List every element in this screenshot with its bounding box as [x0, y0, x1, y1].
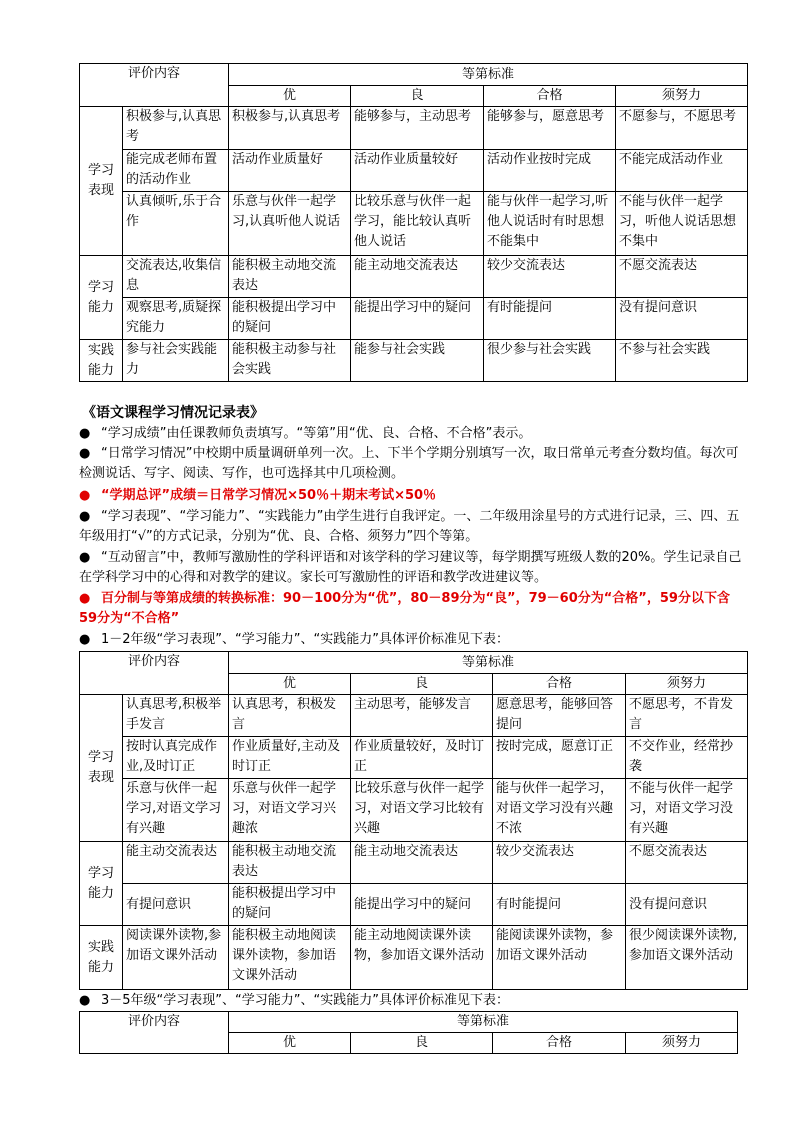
eval-item: 乐意与伙伴一起学习,对语文学习有兴趣 [123, 779, 229, 842]
eval-item: 观察思考,质疑探究能力 [123, 298, 229, 340]
bullet-dot: ● [79, 488, 91, 503]
group-learning-performance [80, 107, 123, 256]
group-practice-ability [80, 340, 123, 382]
eval-item: 交流表达,收集信息 [123, 256, 229, 298]
cell-pass: 较少交流表达 [484, 256, 616, 298]
bullet-text: “互动留言”中，教师写激励性的学科评语和对该学科的学习建议等，每学期撰写班级人数的20%。学生记录自己在学科学习中的心得和对教学的建议。家长可写激励性的评语和教学改进建议等。 [79, 550, 742, 585]
cell-excellent: 能积极主动地交流表达 [229, 842, 351, 884]
eval-item: 按时认真完成作业,及时订正 [123, 737, 229, 779]
header-level-standard: 等第标准 [229, 64, 748, 86]
bullet-dot: ● [79, 426, 91, 441]
group-label: 学习 表现 [87, 163, 114, 198]
cell-good: 比较乐意与伙伴一起学习，对语文学习比较有兴趣 [351, 779, 493, 842]
bullet-item [79, 991, 744, 1011]
cell-needs-effort: 不愿参与，不愿思考 [616, 107, 748, 150]
grade-pass: 合格 [484, 86, 616, 107]
cell-needs-effort: 不能完成活动作业 [616, 150, 748, 192]
cell-pass: 很少参与社会实践 [484, 340, 616, 382]
cell-excellent: 能积极提出学习中的疑问 [229, 884, 351, 926]
eval-item: 认真思考,积极举手发言 [123, 695, 229, 737]
group-label: 实践 能力 [87, 939, 114, 975]
cell-good: 主动思考，能够发言 [351, 695, 493, 737]
group-learning-ability [80, 256, 123, 340]
cell-pass: 能与伙伴一起学习,听他人说话时有时思想不能集中 [484, 192, 616, 256]
cell-needs-effort: 不愿交流表达 [626, 842, 748, 884]
cell-excellent: 能积极主动参与社会实践 [229, 340, 351, 382]
header-eval-content: 评价内容 [80, 1012, 229, 1054]
header-eval-content: 评价内容 [80, 652, 229, 695]
cell-pass: 能阅读课外读物，参加语文课外活动 [493, 926, 626, 990]
cell-pass: 活动作业按时完成 [484, 150, 616, 192]
cell-pass: 能够参与，愿意思考 [484, 107, 616, 150]
cell-good: 能提出学习中的疑问 [351, 884, 493, 926]
bullet-item [79, 507, 744, 547]
eval-item: 认真倾听,乐于合作 [123, 192, 229, 256]
cell-excellent: 积极参与,认真思考 [229, 107, 351, 150]
group-label: 学习 能力 [87, 865, 114, 901]
cell-good: 能主动地交流表达 [351, 842, 493, 884]
bullet-dot: ● [79, 632, 91, 647]
cell-good: 能参与社会实践 [351, 340, 484, 382]
cell-needs-effort: 不能与伙伴一起学习，对语文学习没有兴趣 [626, 779, 748, 842]
cell-needs-effort: 很少阅读课外读物,参加语文课外活动 [626, 926, 748, 990]
cell-excellent: 能积极主动地交流表达 [229, 256, 351, 298]
cell-pass: 有时能提问 [484, 298, 616, 340]
cell-excellent: 认真思考，积极发言 [229, 695, 351, 737]
eval-item: 阅读课外读物,参加语文课外活动 [123, 926, 229, 990]
bullet-text: “日常学习情况”中校期中质量调研单列一次。上、下半个学期分别填写一次，取日常单元考查分数均值。每次可检测说话、写字、阅读、写作，也可选择其中几项检测。 [79, 446, 739, 481]
grade-good: 良 [351, 674, 493, 695]
bullet-item [79, 548, 744, 588]
cell-pass: 按时完成，愿意订正 [493, 737, 626, 779]
record-title: 《语文课程学习情况记录表》 [82, 405, 264, 421]
cell-good: 能提出学习中的疑问 [351, 298, 484, 340]
bullet-text: 3－5年级“学习表现”、“学习能力”、“实践能力”具体评价标准见下表： [101, 993, 509, 1008]
grade-excellent: 优 [229, 674, 351, 695]
cell-good: 比较乐意与伙伴一起学习，能比较认真听他人说话 [351, 192, 484, 256]
bullet-dot: ● [79, 509, 91, 524]
cell-pass: 较少交流表达 [493, 842, 626, 884]
grade-good: 良 [351, 1033, 493, 1054]
cell-excellent: 能积极提出学习中的疑问 [229, 298, 351, 340]
evaluation-table-grade-3-5 [79, 1011, 738, 1054]
eval-item: 参与社会实践能力 [123, 340, 229, 382]
bullet-dot: ● [79, 446, 91, 461]
bullet-text: “学习表现”、“学习能力”、“实践能力”由学生进行自我评定。一、二年级用涂星号的方式进行记录，三、四、五年级用打“√”的方式记录，分别为“优、良、合格、须努力”四个等第。 [79, 509, 740, 544]
cell-needs-effort: 不交作业，经常抄袭 [626, 737, 748, 779]
evaluation-table-grade-1-2 [79, 651, 748, 990]
cell-needs-effort: 不愿思考，不肯发言 [626, 695, 748, 737]
cell-needs-effort: 没有提问意识 [616, 298, 748, 340]
cell-pass: 有时能提问 [493, 884, 626, 926]
bullet-text: “学习成绩”由任课教师负责填写。“等第”用“优、良、合格、不合格”表示。 [101, 426, 532, 441]
cell-good: 能主动地交流表达 [351, 256, 484, 298]
cell-excellent: 乐意与伙伴一起学习，对语文学习兴趣浓 [229, 779, 351, 842]
group-label: 学习 表现 [87, 750, 114, 785]
cell-needs-effort: 没有提问意识 [626, 884, 748, 926]
grade-good: 良 [351, 86, 484, 107]
cell-excellent: 乐意与伙伴一起学习,认真听他人说话 [229, 192, 351, 256]
bullet-dot: ● [79, 591, 91, 606]
bullet-item [79, 424, 744, 444]
cell-excellent: 作业质量好,主动及时订正 [229, 737, 351, 779]
cell-good: 活动作业质量较好 [351, 150, 484, 192]
cell-good: 能主动地阅读课外读物，参加语文课外活动 [351, 926, 493, 990]
bullet-text: “学期总评”成绩＝日常学习情况×50％＋期末考试×50％ [101, 488, 437, 503]
group-learning-ability [80, 842, 123, 926]
header-level-standard: 等第标准 [229, 1012, 738, 1033]
grade-pass: 合格 [493, 1033, 626, 1054]
cell-excellent: 能积极主动地阅读课外读物，参加语文课外活动 [229, 926, 351, 990]
group-practice-ability [80, 926, 123, 990]
cell-needs-effort: 不愿交流表达 [616, 256, 748, 298]
bullet-item [79, 630, 744, 650]
evaluation-table-general [79, 63, 748, 382]
bullet-dot: ● [79, 550, 91, 565]
header-level-standard: 等第标准 [229, 652, 748, 674]
group-label: 学习 能力 [87, 279, 114, 315]
grade-needs-effort: 须努力 [626, 1033, 738, 1054]
cell-good: 作业质量较好，及时订正 [351, 737, 493, 779]
cell-needs-effort: 不参与社会实践 [616, 340, 748, 382]
grade-excellent: 优 [229, 86, 351, 107]
eval-item: 积极参与,认真思考 [123, 107, 229, 150]
header-eval-content: 评价内容 [80, 64, 229, 107]
cell-excellent: 活动作业质量好 [229, 150, 351, 192]
bullet-item [79, 486, 744, 506]
grade-pass: 合格 [493, 674, 626, 695]
bullet-item [79, 589, 744, 629]
bullet-text: 百分制与等第成绩的转换标准：90－100分为“优”，80－89分为“良”，79－60分为“合格”，59分以下含59分为“不合格” [79, 591, 730, 626]
cell-pass: 愿意思考，能够回答提问 [493, 695, 626, 737]
cell-needs-effort: 不能与伙伴一起学习，听他人说话思想不集中 [616, 192, 748, 256]
grade-needs-effort: 须努力 [626, 674, 748, 695]
eval-item: 能完成老师布置的活动作业 [123, 150, 229, 192]
cell-pass: 能与伙伴一起学习，对语文学习没有兴趣不浓 [493, 779, 626, 842]
cell-good: 能够参与，主动思考 [351, 107, 484, 150]
grade-needs-effort: 须努力 [616, 86, 748, 107]
eval-item: 有提问意识 [123, 884, 229, 926]
bullet-item [79, 444, 744, 484]
bullet-dot: ● [79, 993, 91, 1008]
grade-excellent: 优 [229, 1033, 351, 1054]
group-label: 实践 能力 [87, 342, 114, 378]
eval-item: 能主动交流表达 [123, 842, 229, 884]
group-learning-performance [80, 695, 123, 842]
bullet-text: 1－2年级“学习表现”、“学习能力”、“实践能力”具体评价标准见下表： [101, 632, 509, 647]
